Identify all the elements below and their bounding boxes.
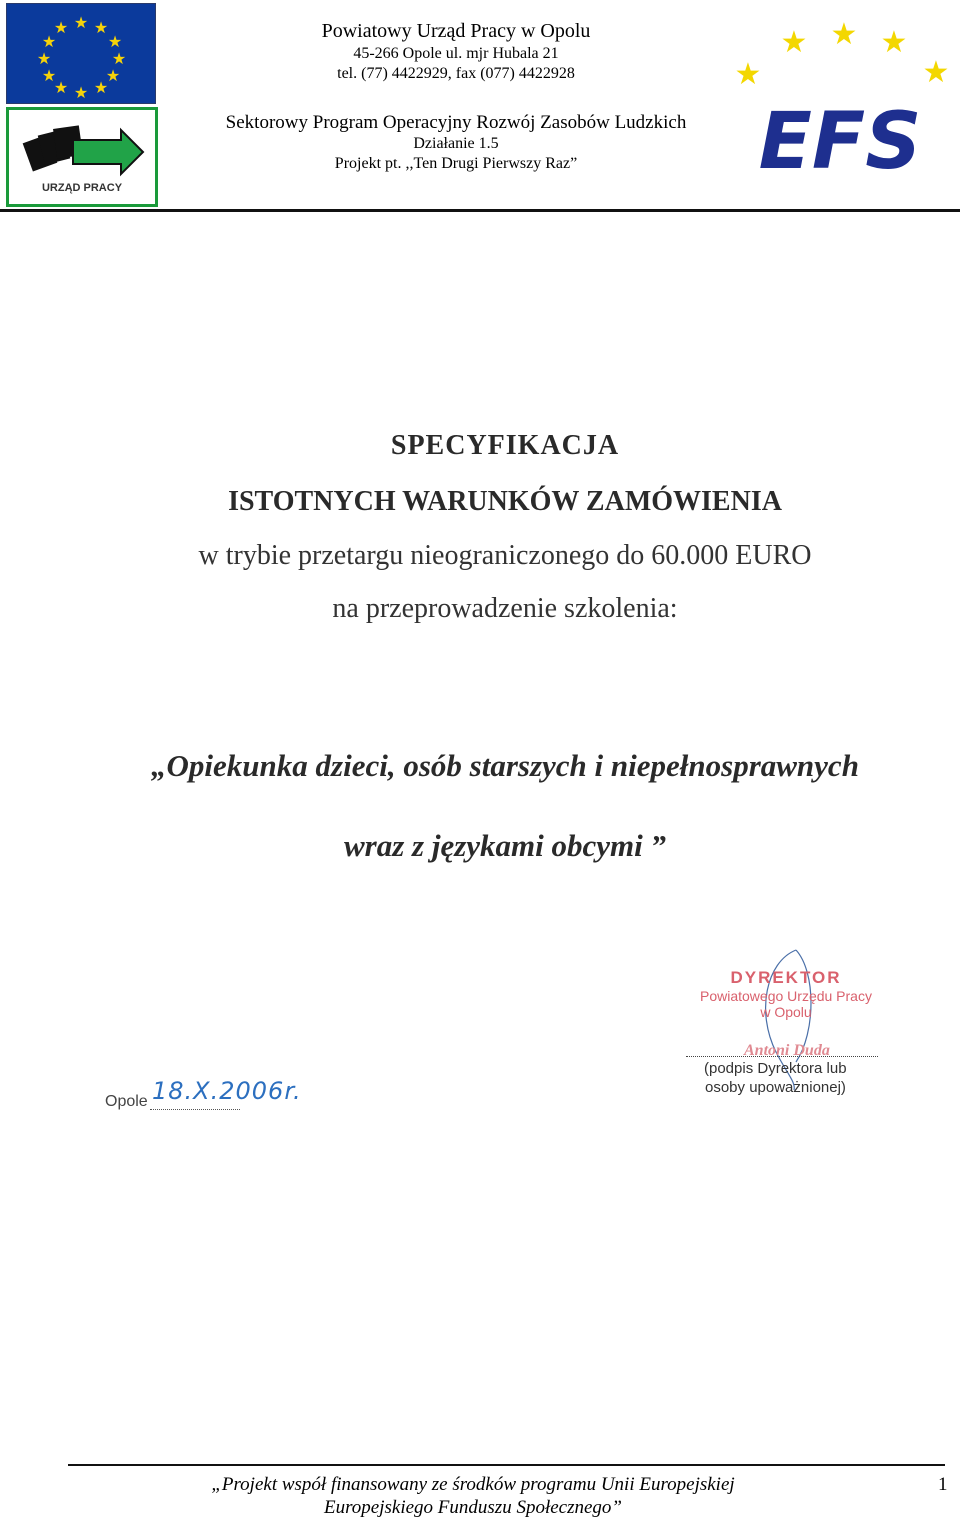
tender-purpose: na przeprowadzenie szkolenia: [332,593,678,624]
svg-text:★: ★ [93,18,109,37]
efs-logo [732,18,952,178]
header-project: Projekt pt. ,,Ten Drugi Pierwszy Raz” [334,155,578,172]
svg-text:★: ★ [53,78,69,97]
svg-text:★: ★ [53,18,69,37]
header-action: Działanie 1.5 [413,135,499,152]
header-divider [0,209,960,212]
footer-divider [68,1464,945,1466]
svg-text:★: ★ [93,78,109,97]
header-program: Sektorowy Program Operacyjny Rozwój Zasobów Ludzkich [225,112,687,133]
svg-text:★: ★ [73,83,89,102]
svg-text:★: ★ [105,66,121,85]
document-title: SPECYFIKACJA [390,430,620,461]
svg-text:★: ★ [36,49,52,68]
urzad-pracy-logo-text: URZĄD PRACY [41,182,123,194]
svg-text:★: ★ [734,57,762,92]
course-title-line2: wraz z językami obcymi ” [343,828,667,863]
footer-line-1: „Projekt współ finansowany ze środków programu Unii Europejskiej [211,1474,735,1495]
director-stamp [686,968,886,1020]
svg-text:★: ★ [780,25,808,60]
efs-stars-icon [732,18,952,178]
signature-note-2: osoby upoważnionej) [705,1079,846,1096]
svg-text:★: ★ [41,32,57,51]
footer-line-2: Europejskiego Funduszu Społecznego” [324,1497,622,1518]
svg-text:★: ★ [922,55,950,90]
eu-flag-logo [6,3,156,104]
svg-text:★: ★ [830,18,858,52]
svg-text:★: ★ [41,66,57,85]
efs-wordmark: EFS [758,97,922,178]
svg-text:★: ★ [107,32,123,51]
svg-text:★: ★ [880,25,908,60]
header-address: 45-266 Opole ul. mjr Hubala 21 [353,45,559,62]
place-label: Opole [105,1093,148,1110]
svg-text:★: ★ [73,13,89,32]
stamp-line-2: Powiatowego Urzędu Pracy [700,988,872,1004]
stamp-line-1: DYREKTOR [730,968,842,987]
stamp-line-3: w Opolu [760,1004,812,1020]
urzad-pracy-logo [6,107,158,207]
arrow-cards-icon [9,110,155,180]
header-org: Powiatowy Urząd Pracy w Opolu [321,20,591,42]
svg-text:★: ★ [111,49,127,68]
handwritten-date: 18.X.2006r. [152,1077,302,1105]
eu-stars-icon [7,4,155,103]
header-phone: tel. (77) 4422929, fax (077) 4422928 [337,65,575,82]
tender-mode: w trybie przetargu nieograniczonego do 60.000 EURO [198,540,812,571]
page-number: 1 [938,1474,948,1495]
document-subtitle: ISTOTNYCH WARUNKÓW ZAMÓWIENIA [228,486,782,517]
signature-note-1: (podpis Dyrektora lub [704,1060,847,1077]
course-title-line1: „Opiekunka dzieci, osób starszych i niepełnosprawnych [151,748,859,783]
stamp-signature: Antoni Duda [744,1042,830,1059]
